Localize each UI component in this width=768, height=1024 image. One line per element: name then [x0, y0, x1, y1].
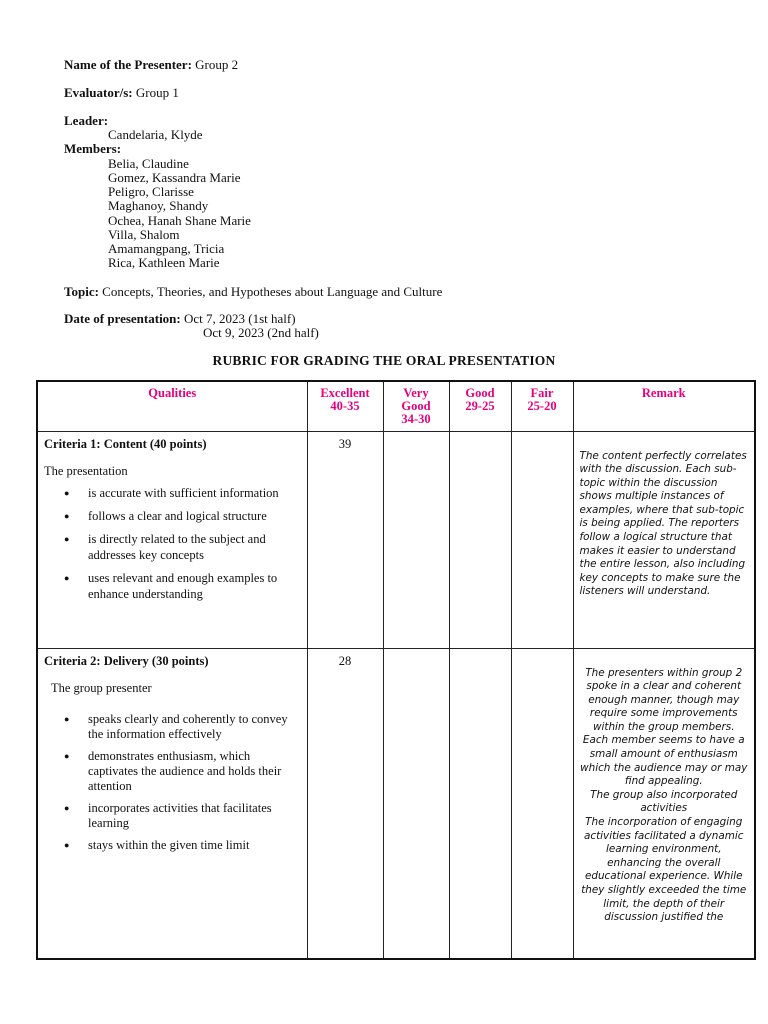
criteria-2-list: [44, 712, 301, 853]
date-label: Date of presentation:: [64, 311, 181, 326]
criteria-1-cell: [37, 431, 307, 648]
criteria-2-very-good: [383, 648, 449, 959]
criteria-1-intro: The presentation: [44, 463, 128, 478]
topic-label: Topic:: [64, 284, 99, 299]
list-item: ● is accurate with sufficient information: [88, 485, 301, 501]
leader-name: Candelaria, Klyde: [108, 127, 203, 142]
criteria-1-very-good: [383, 431, 449, 648]
header-remark: Remark: [573, 381, 755, 431]
list-item: ● uses relevant and enough examples to enhance understanding: [88, 570, 301, 602]
member-name: Belia, Claudine: [108, 155, 189, 171]
criteria-2-remark-part-1: The presenters within group 2 spoke in a clear and coherent enough manner, though may require some improvements within the group members. Each member seems to have a small amount of enthusiasm which the audience may or may find appealing.: [580, 666, 748, 788]
header-row: [37, 381, 755, 431]
criteria-1-list: [44, 485, 301, 602]
criteria-2-remark-part-2: The group also incorporated activities: [590, 788, 738, 815]
table-row: [37, 648, 755, 959]
criteria-2-intro: The group presenter: [51, 680, 152, 695]
members-label: Members:: [64, 141, 122, 156]
date-line: [64, 312, 296, 326]
rubric-title: RUBRIC FOR GRADING THE ORAL PRESENTATION: [212, 353, 556, 368]
list-item: ● stays within the given time limit: [88, 838, 301, 853]
presenter-label: Name of the Presenter:: [64, 57, 192, 72]
member-name: Gomez, Kassandra Marie: [108, 169, 241, 185]
list-item: ● is directly related to the subject and addresses key concepts: [88, 531, 301, 563]
topic-line: [64, 285, 442, 299]
rubric-table: [36, 380, 756, 960]
topic-value: Concepts, Theories, and Hypotheses about Language and Culture: [102, 284, 443, 299]
member-name: Maghanoy, Shandy: [108, 198, 209, 213]
criteria-1-score: 39: [307, 431, 383, 648]
criteria-1-fair: [511, 431, 573, 648]
header-qualities: Qualities: [37, 381, 307, 431]
header-fair: Fair 25-20: [511, 381, 573, 431]
list-item: ● demonstrates enthusiasm, which captivates the audience and holds their attention: [88, 749, 301, 794]
presenter-line: [64, 58, 238, 72]
member-name: Amamangpang, Tricia: [108, 241, 225, 256]
presenter-value: Group 2: [195, 57, 239, 72]
list-item: ● follows a clear and logical structure: [88, 508, 301, 524]
list-item: ● speaks clearly and coherently to convey the information effectively: [88, 712, 301, 742]
criteria-2-cell: [37, 648, 307, 959]
criteria-2-good: [449, 648, 511, 959]
member-name: Ochea, Hanah Shane Marie: [108, 212, 251, 228]
table-row: [37, 431, 755, 648]
evaluator-value: Group 1: [135, 85, 179, 100]
evaluator-line: [64, 86, 179, 100]
date-1: Oct 7, 2023 (1st half): [184, 311, 296, 326]
criteria-1-title: Criteria 1: Content (40 points): [44, 436, 207, 451]
header-good: Good 29-25: [449, 381, 511, 431]
list-item: ● incorporates activities that facilitates learning: [88, 801, 301, 831]
member-name: Rica, Kathleen Marie: [108, 255, 220, 270]
criteria-1-remark: The content perfectly correlates with the discussion. Each sub-topic within the discussion shows multiple instances of examples, where that sub-topic is being applied. The reporters follow a logical structure that makes it easier to understand the entire lesson, also including key concepts to make sure the listeners will understand.: [573, 431, 755, 648]
criteria-2-remark-part-3: The incorporation of engaging activities facilitated a dynamic learning environment, enhancing the overall educational experience. While they slightly exceeded the time limit, the depth of their discussion justified the: [581, 816, 747, 924]
date-2: Oct 9, 2023 (2nd half): [203, 325, 319, 340]
member-name: Peligro, Clarisse: [108, 184, 194, 199]
criteria-1-good: [449, 431, 511, 648]
header-very-good: Very Good 34-30: [383, 381, 449, 431]
criteria-2-score: 28: [307, 648, 383, 959]
member-name: Villa, Shalom: [108, 226, 180, 242]
criteria-2-fair: [511, 648, 573, 959]
leader-label: Leader:: [64, 113, 109, 128]
criteria-2-title: Criteria 2: Delivery (30 points): [44, 653, 209, 668]
header-excellent: Excellent 40-35: [307, 381, 383, 431]
criteria-2-remark: [573, 648, 755, 959]
evaluator-label: Evaluator/s:: [64, 85, 133, 100]
